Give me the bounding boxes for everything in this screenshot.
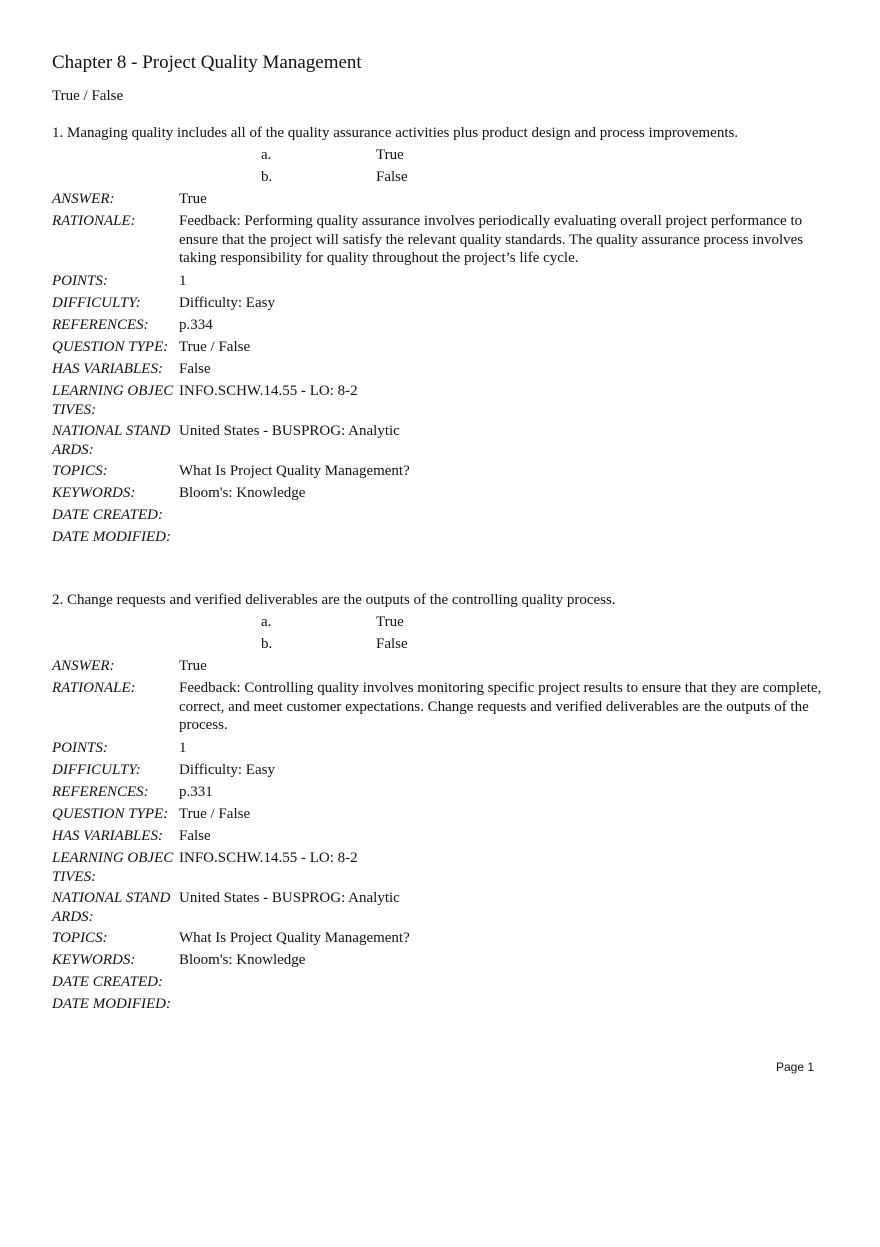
difficulty-row	[52, 761, 832, 783]
national-standards-value: United States - BUSPROG: Analytic	[179, 890, 400, 906]
references-value: p.331	[179, 784, 213, 800]
learning-objectives-row	[52, 382, 832, 422]
rationale-value: Feedback: Performing quality assurance involves periodically evaluating overall project performance to ensure that the project will satisfy the relevant quality standards. The quality assurance process involves taking responsibility for quality throughout the project’s life cycle.	[179, 213, 804, 266]
topics-value: What Is Project Quality Management?	[179, 930, 410, 946]
topics-row	[52, 929, 832, 951]
choice-option	[52, 635, 832, 657]
date-created-label: DATE CREATED:	[52, 507, 163, 523]
choice-option	[52, 613, 832, 635]
learning-objectives-label: LEARNING OBJECTIVES:	[52, 383, 174, 418]
national-standards-row	[52, 422, 832, 462]
choice-letter: a.	[261, 147, 272, 163]
section-heading: True / False	[52, 88, 124, 104]
points-value: 1	[179, 273, 187, 289]
date-created-label: DATE CREATED:	[52, 974, 163, 990]
choice-text: False	[376, 169, 408, 185]
references-row	[52, 783, 832, 805]
choice-letter: b.	[261, 636, 273, 652]
date-modified-row	[52, 528, 832, 550]
references-label: REFERENCES:	[52, 317, 149, 333]
date-modified-value	[179, 995, 832, 1017]
difficulty-row	[52, 294, 832, 316]
choice-option	[52, 168, 832, 190]
page-number: Page 1	[776, 1060, 815, 1074]
answer-value: True	[179, 191, 207, 207]
national-standards-row	[52, 889, 832, 929]
rationale-label: RATIONALE:	[52, 213, 136, 229]
has-variables-row	[52, 360, 832, 382]
page-title: Chapter 8 - Project Quality Management	[52, 52, 362, 73]
national-standards-label: NATIONAL STANDARDS:	[52, 423, 171, 458]
question-type-value: True / False	[179, 339, 251, 355]
answer-label: ANSWER:	[52, 658, 115, 674]
date-created-row	[52, 973, 832, 995]
question-block	[52, 591, 832, 1017]
keywords-value: Bloom's: Knowledge	[179, 485, 306, 501]
question-type-row	[52, 338, 832, 360]
references-value: p.334	[179, 317, 213, 333]
choice-letter: b.	[261, 169, 273, 185]
question-text: 2. Change requests and verified deliverables are the outputs of the controlling quality process.	[52, 592, 616, 608]
keywords-label: KEYWORDS:	[52, 485, 136, 501]
answer-row	[52, 657, 832, 679]
rationale-label: RATIONALE:	[52, 680, 136, 696]
date-created-value	[179, 506, 832, 528]
date-modified-value	[179, 528, 832, 550]
learning-objectives-label: LEARNING OBJECTIVES:	[52, 850, 174, 885]
learning-objectives-value: INFO.SCHW.14.55 - LO: 8-2	[179, 850, 358, 866]
topics-value: What Is Project Quality Management?	[179, 463, 410, 479]
keywords-value: Bloom's: Knowledge	[179, 952, 306, 968]
points-row	[52, 739, 832, 761]
points-label: POINTS:	[52, 740, 108, 756]
keywords-label: KEYWORDS:	[52, 952, 136, 968]
has-variables-label: HAS VARIABLES:	[52, 828, 163, 844]
answer-label: ANSWER:	[52, 191, 115, 207]
points-label: POINTS:	[52, 273, 108, 289]
choice-option	[52, 146, 832, 168]
national-standards-value: United States - BUSPROG: Analytic	[179, 423, 400, 439]
keywords-row	[52, 951, 832, 973]
choice-text: False	[376, 636, 408, 652]
choice-letter: a.	[261, 614, 272, 630]
points-row	[52, 272, 832, 294]
date-modified-row	[52, 995, 832, 1017]
date-modified-label: DATE MODIFIED:	[52, 529, 171, 545]
keywords-row	[52, 484, 832, 506]
question-text: 1. Managing quality includes all of the quality assurance activities plus product design and process improvements.	[52, 125, 739, 141]
difficulty-label: DIFFICULTY:	[52, 762, 141, 778]
date-created-row	[52, 506, 832, 528]
national-standards-label: NATIONAL STANDARDS:	[52, 890, 171, 925]
points-value: 1	[179, 740, 187, 756]
question-type-row	[52, 805, 832, 827]
has-variables-value: False	[179, 361, 211, 377]
rationale-row	[52, 679, 832, 739]
topics-label: TOPICS:	[52, 463, 108, 479]
answer-value: True	[179, 658, 207, 674]
question-type-value: True / False	[179, 806, 251, 822]
references-row	[52, 316, 832, 338]
difficulty-value: Difficulty: Easy	[179, 762, 275, 778]
learning-objectives-value: INFO.SCHW.14.55 - LO: 8-2	[179, 383, 358, 399]
date-modified-label: DATE MODIFIED:	[52, 996, 171, 1012]
has-variables-row	[52, 827, 832, 849]
rationale-row	[52, 212, 832, 272]
difficulty-value: Difficulty: Easy	[179, 295, 275, 311]
date-created-value	[179, 973, 832, 995]
question-type-label: QUESTION TYPE:	[52, 806, 169, 822]
has-variables-label: HAS VARIABLES:	[52, 361, 163, 377]
rationale-value: Feedback: Controlling quality involves monitoring specific project results to ensure that they are complete, correct, and meet customer expectations. Change requests and verified deliverables are the outputs of the process.	[179, 680, 822, 733]
difficulty-label: DIFFICULTY:	[52, 295, 141, 311]
has-variables-value: False	[179, 828, 211, 844]
choice-text: True	[376, 614, 404, 630]
learning-objectives-row	[52, 849, 832, 889]
question-block	[52, 124, 832, 550]
choice-text: True	[376, 147, 404, 163]
topics-row	[52, 462, 832, 484]
topics-label: TOPICS:	[52, 930, 108, 946]
question-type-label: QUESTION TYPE:	[52, 339, 169, 355]
answer-row	[52, 190, 832, 212]
references-label: REFERENCES:	[52, 784, 149, 800]
